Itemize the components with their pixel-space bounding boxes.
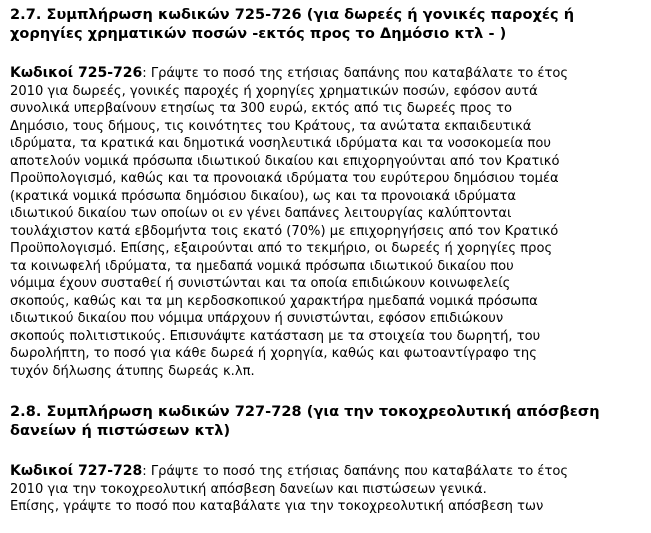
paragraph-line: ιδιωτικού δικαίου των οποίων οι εν γένει δαπάνες λειτουργίας καλύπτονται — [10, 206, 512, 221]
paragraph-line: ιδιωτικού δικαίου που νόμιμα υπάρχουν ή συνιστώνται, εφόσον επιδιώκουν — [10, 311, 504, 326]
codes-727-728-label: Κωδικοί 727-728 — [10, 463, 143, 479]
paragraph-line: δωρολήπτη, το ποσό για κάθε δωρεά ή χορηγία, καθώς και φωτοαντίγραφο της — [10, 346, 537, 361]
paragraph-line: τυχόν δήλωσης άτυπης δωρεάς κ.λπ. — [10, 363, 255, 379]
heading-line: 2.7. Συμπλήρωση κωδικών 725-726 (για δωρεές ή γονικές παροχές ή — [10, 7, 575, 23]
paragraph-line: αποτελούν νομικά πρόσωπα ιδιωτικού δικαίου και επιχορηγούνται από τον Κρατικό — [10, 153, 560, 169]
section-2-7-paragraph — [10, 65, 640, 380]
section-2-8-heading — [10, 403, 640, 441]
paragraph-line — [10, 65, 640, 83]
paragraph-line: (κρατικά νομικά πρόσωπα δημόσιου δικαίου), ως και τα προνοιακά ιδρύματα — [10, 188, 517, 204]
paragraph-line: 2010 για δωρεές, γονικές παροχές ή χορηγίες χρηματικών ποσών, εφόσον αυτά — [10, 83, 538, 99]
paragraph-line: ιδρύματα, τα κρατικά και δημοτικά νοσηλευτικά ιδρύματα και τα νοσοκομεία που — [10, 136, 551, 151]
paragraph-line: 2010 για την τοκοχρεολυτική απόσβεση δανείων και πιστώσεων γενικά. — [10, 481, 487, 497]
document-page — [10, 6, 640, 516]
spacer — [10, 380, 640, 403]
heading-line: χορηγίες χρηματικών ποσών -εκτός προς το Δημόσιο κτλ - ) — [10, 26, 507, 42]
section-2-7-heading — [10, 6, 640, 44]
paragraph-line: Επίσης, γράψτε το ποσό που καταβάλατε για την τοκοχρεολυτική απόσβεση των — [10, 499, 544, 514]
paragraph-line: τουλάχιστον κατά εβδομήντα τοις εκατό (70%) με επιχορηγήσεις από τον Κρατικό — [10, 223, 559, 239]
codes-725-726-label: Κωδικοί 725-726 — [10, 65, 143, 81]
paragraph-text: : Γράψτε το ποσό της ετήσιας δαπάνης που καταβάλατε το έτος — [142, 464, 569, 479]
paragraph-line — [10, 463, 640, 481]
paragraph-line: Προϋπολογισμό, καθώς και τα προνοιακά ιδρύματα του ευρύτερου δημόσιου τομέα — [10, 171, 559, 186]
paragraph-line: σκοπούς πολιτιστικούς. Επισυνάψτε κατάσταση με τα στοιχεία του δωρητή, του — [10, 328, 541, 344]
heading-line: 2.8. Συμπλήρωση κωδικών 727-728 (για την τοκοχρεολυτική απόσβεση — [10, 404, 600, 420]
paragraph-line: νόμιμα έχουν συσταθεί ή συνιστώνται και τα οποία επιδιώκουν κοινωφελείς — [10, 276, 511, 291]
paragraph-line: Προϋπολογισμό. Επίσης, εξαιρούνται από το τεκμήριο, οι δωρεές ή χορηγίες προς — [10, 241, 553, 256]
paragraph-line: τα κοινωφελή ιδρύματα, τα ημεδαπά νομικά πρόσωπα ιδιωτικού δικαίου που — [10, 258, 514, 274]
paragraph-line: Δημόσιο, τους δήμους, τις κοινότητες του Κράτους, τα ανώτατα εκπαιδευτικά — [10, 118, 532, 134]
spacer — [10, 441, 640, 463]
spacer — [10, 44, 640, 65]
paragraph-line: συνολικά υπερβαίνουν ετησίως τα 300 ευρώ, εκτός από τις δωρεές προς το — [10, 101, 513, 116]
section-2-8-paragraph — [10, 463, 640, 516]
paragraph-line: σκοπούς, καθώς και τα μη κερδοσκοπικού χαρακτήρα ημεδαπά νομικά πρόσωπα — [10, 293, 538, 309]
paragraph-text: : Γράψτε το ποσό της ετήσιας δαπάνης που καταβάλατε το έτος — [142, 66, 569, 81]
heading-line: δανείων ή πιστώσεων κτλ) — [10, 423, 231, 439]
